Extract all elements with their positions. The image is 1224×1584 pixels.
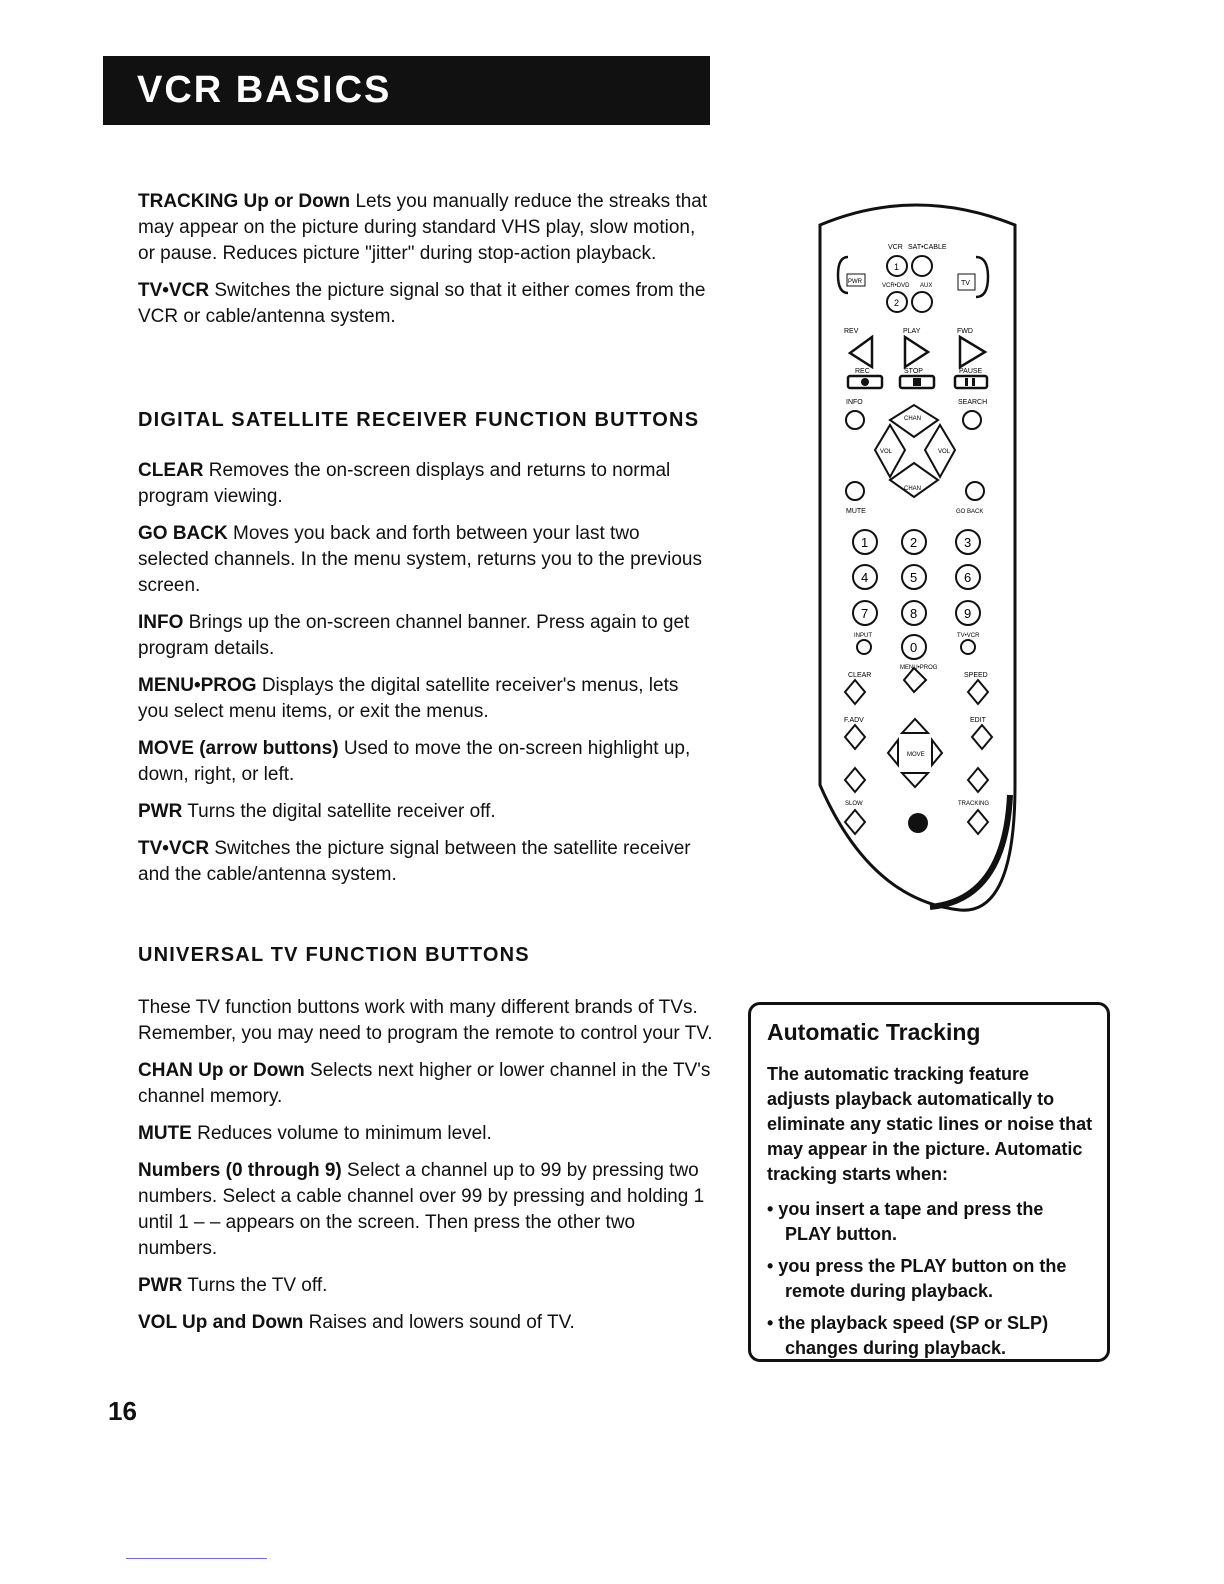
keypad-digit: 1 [861,535,869,550]
list-item: • you press the PLAY button on the remote during playback. [767,1256,1067,1301]
help-icon [908,813,928,833]
footer-divider [126,1558,267,1559]
label-f-adv: F.ADV [844,717,864,724]
term-description: Raises and lowers sound of TV. [308,1312,575,1333]
label-play: PLAY [903,328,921,335]
definition-item [138,1058,713,1110]
label-input: INPUT [854,633,872,639]
term-description: Turns the digital satellite receiver off. [187,801,496,822]
list-item: • you insert a tape and press the PLAY button. [767,1199,1044,1244]
tv-section [138,995,713,1347]
definition-item [138,736,713,788]
definition-item [138,1310,713,1336]
definition-item [138,189,713,267]
term: Numbers (0 through 9) [138,1160,342,1181]
vcr-section [138,189,713,341]
term: PWR [138,1275,183,1296]
keypad-digit: 7 [861,606,869,621]
keypad-digit: 2 [910,535,918,550]
term-description: Switches the picture signal so that it either comes from the VCR or cable/antenna system. [138,280,706,327]
label-go-back: GO BACK [956,509,984,515]
label-slow: SLOW [845,801,863,807]
label-move: MOVE [907,752,925,758]
box-title: Automatic Tracking [767,1019,981,1045]
definition-item [138,278,713,330]
label-vcr: VCR [888,244,903,251]
banner-title: VCR BASICS [137,69,392,111]
label-search: SEARCH [958,399,988,406]
term: TRACKING Up or Down [138,191,351,212]
term: INFO [138,612,184,633]
label-mute: MUTE [846,508,866,515]
keypad-digit: 8 [910,606,918,621]
definition-item [138,458,713,510]
term-description: Switches the picture signal between the satellite receiver and the cable/antenna system. [138,838,691,885]
label-tv-vcr: TV•VCR [957,633,980,639]
label-speed: SPEED [964,672,988,679]
tv-intro: These TV function buttons work with many different brands of TVs. Remember, you may need to program the remote to control your TV. [138,997,713,1044]
box-intro: The automatic tracking feature adjusts playback automatically to eliminate any static lines or noise that may appear in the picture. Automatic tracking starts when: [767,1064,1093,1184]
term: VOL Up and Down [138,1312,304,1333]
label-vol-right: VOL [938,449,951,455]
label-pwr: PWR [848,279,862,285]
keypad-digit: 0 [910,640,918,655]
definition-item [138,610,713,662]
label-info: INFO [846,399,863,406]
tv-heading: UNIVERSAL TV FUNCTION BUTTONS [138,944,530,966]
keypad-digit: 6 [964,570,972,585]
label-chan-up: CHAN [904,416,922,422]
label-vol-left: VOL [880,449,893,455]
term-description: Selects next higher or lower channel in the TV's channel memory. [138,1060,711,1107]
term: GO BACK [138,523,228,544]
dsr-section [138,458,713,899]
term-description: Moves you back and forth between your last two selected channels. In the menu system, returns you to the previous screen. [138,523,702,596]
term: TV•VCR [138,280,210,301]
term: PWR [138,801,183,822]
definition-item [138,1121,713,1147]
term: CLEAR [138,460,204,481]
label-tracking: TRACKING [958,801,990,807]
term: MENU•PROG [138,675,257,696]
term-description: Reduces volume to minimum level. [197,1123,492,1144]
term: MUTE [138,1123,192,1144]
section-banner [103,56,710,125]
label-rec: REC [855,368,870,375]
label-edit: EDIT [970,717,986,724]
term-description: Turns the TV off. [187,1275,328,1296]
term-description: Displays the digital satellite receiver's menus, lets you select menu items, or exit the menus. [138,675,679,722]
definition-item [138,799,713,825]
label-clear: CLEAR [848,672,872,679]
definition-item [138,673,713,725]
label-vcr-dvd: VCR•DVD [882,283,910,289]
label-menu-prog: MENU•PROG [900,665,938,671]
term-description: Used to move the on-screen highlight up, down, right, or left. [138,738,691,785]
term: TV•VCR [138,838,210,859]
label-stop: STOP [904,368,923,375]
dsr-heading: DIGITAL SATELLITE RECEIVER FUNCTION BUTTONS [138,409,700,431]
device-number-1: 1 [894,262,900,272]
term: MOVE (arrow buttons) [138,738,339,759]
label-tv: TV [961,280,970,287]
keypad-digit: 9 [964,606,972,621]
remote-illustration [810,195,1025,920]
term-description: Select a channel up to 99 by pressing two numbers. Select a cable channel over 99 by pressing and holding 1 until 1 – – appears on the screen. Then press the other two numbers. [138,1160,705,1259]
device-number-2: 2 [894,298,900,308]
term-description: Lets you manually reduce the streaks that may appear on the picture during standard VHS play, slow motion, or pause. Reduces picture "jitter" during stop-action playback. [138,191,708,264]
keypad-digit: 4 [861,570,869,585]
term-description: Brings up the on-screen channel banner. Press again to get program details. [138,612,690,659]
term-description: Removes the on-screen displays and returns to normal program viewing. [138,460,671,507]
label-aux: AUX [920,283,933,289]
definition-item [138,521,713,599]
label-sat-cable: SAT•CABLE [908,244,947,251]
label-rev: REV [844,328,859,335]
label-fwd: FWD [957,328,973,335]
keypad-digit: 3 [964,535,972,550]
keypad-digit: 5 [910,570,918,585]
definition-item [138,1158,713,1262]
list-item: • the playback speed (SP or SLP) changes during playback. [767,1313,1049,1358]
automatic-tracking-box [748,1002,1110,1362]
definition-item [138,1273,713,1299]
page-number: 16 [108,1396,137,1426]
definition-item [138,836,713,888]
label-chan-down: CHAN [904,486,922,492]
term: CHAN Up or Down [138,1060,305,1081]
label-pause: PAUSE [959,368,983,375]
box-bullets [767,1197,1093,1361]
